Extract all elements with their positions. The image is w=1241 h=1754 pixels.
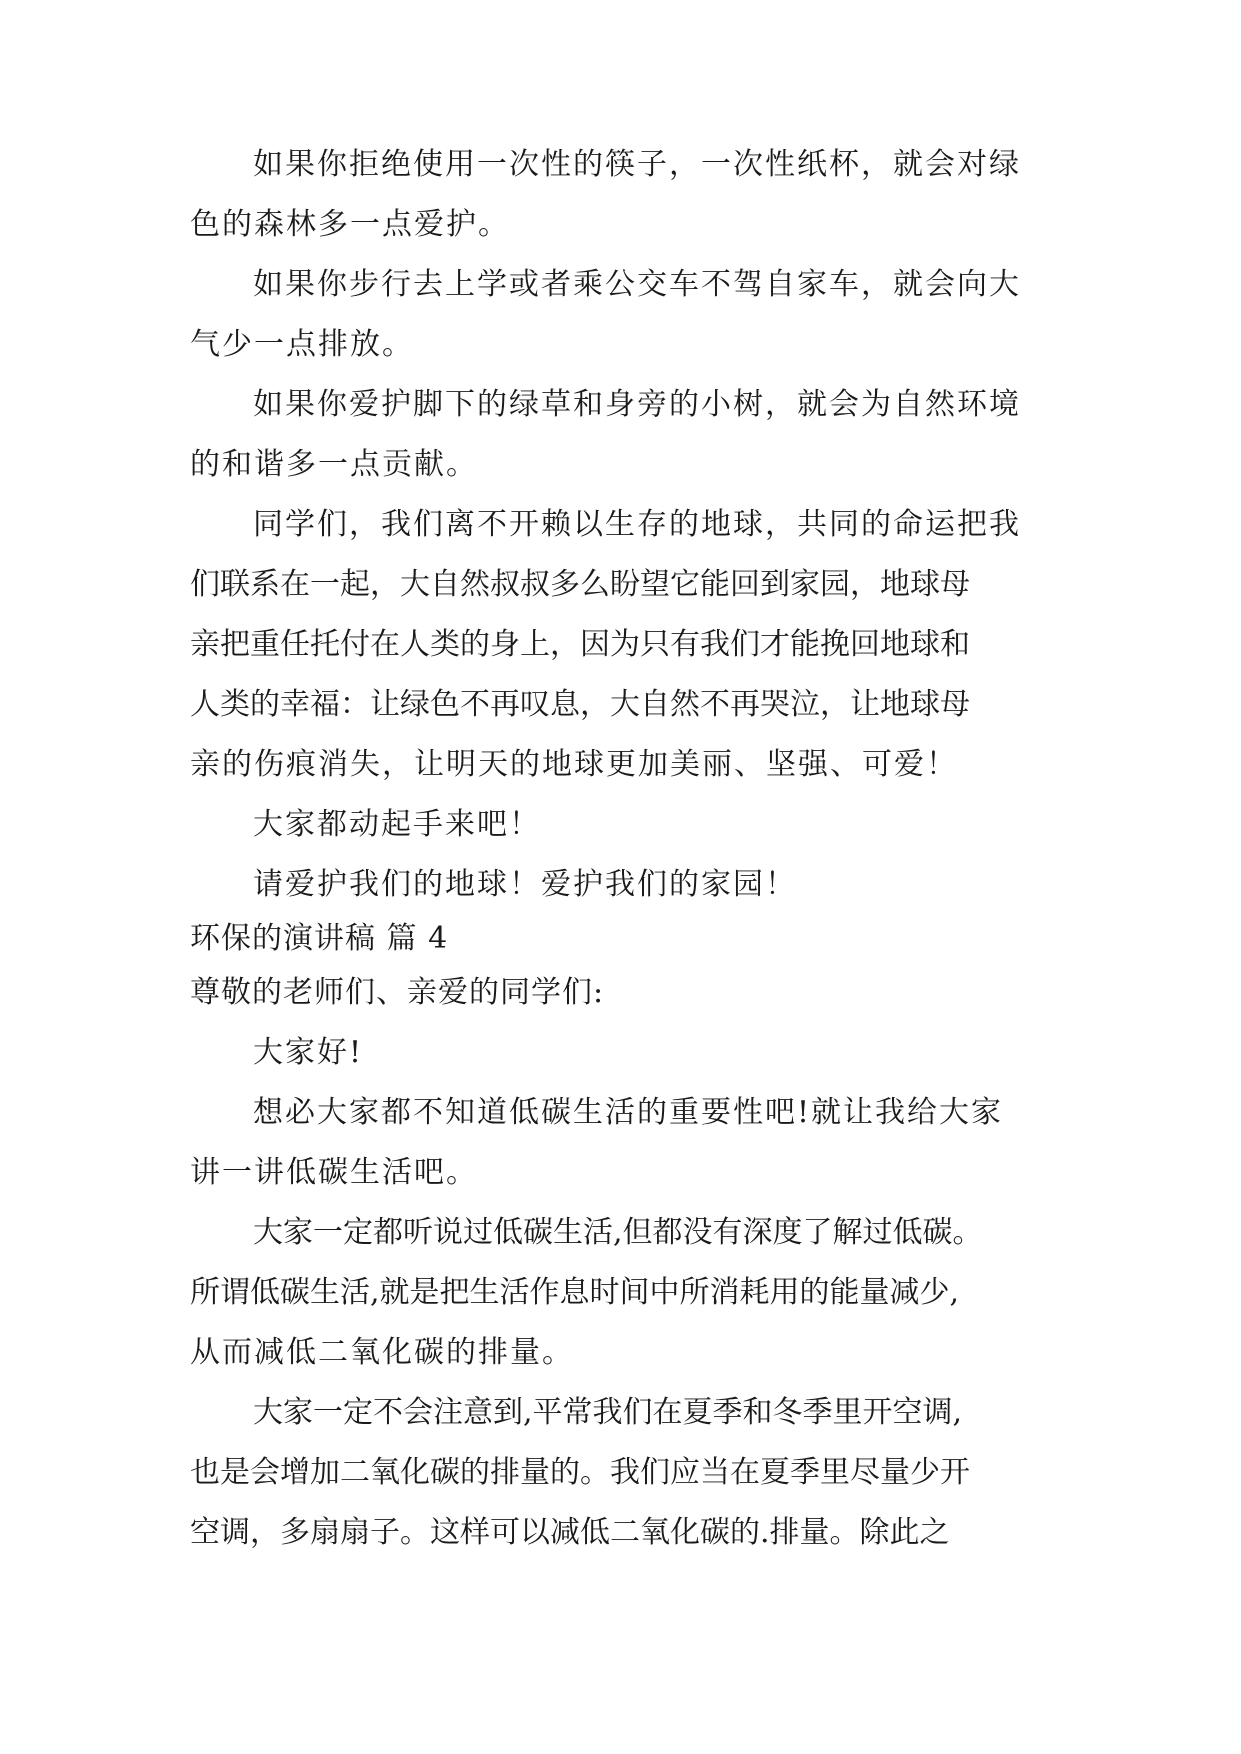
paragraph-line: 同学们，我们离不开赖以生存的地球，共同的命运把我: [253, 507, 1021, 542]
paragraph-line: 的和谐多一点贡献。: [190, 447, 478, 482]
paragraph-line: 大家都动起手来吧！: [253, 807, 541, 842]
paragraph-line: 如果你步行去上学或者乘公交车不驾自家车，就会向大: [253, 267, 1021, 302]
paragraph-line: 如果你拒绝使用一次性的筷子，一次性纸杯，就会对绿: [253, 147, 1021, 182]
paragraph-line: 大家一定不会注意到,平常我们在夏季和冬季里开空调,: [253, 1395, 963, 1430]
paragraph-line: 想必大家都不知道低碳生活的重要性吧!就让我给大家: [253, 1095, 1004, 1130]
paragraph-line: 所谓低碳生活,就是把生活作息时间中所消耗用的能量减少,: [190, 1275, 960, 1310]
paragraph-line: 色的森林多一点爱护。: [190, 207, 510, 242]
paragraph-line: 从而减低二氧化碳的排量。: [190, 1335, 574, 1370]
paragraph-line: 请爱护我们的地球！爱护我们的家园！: [253, 867, 797, 902]
paragraph-line: 气少一点排放。: [190, 327, 414, 362]
paragraph-line: 亲把重任托付在人类的身上，因为只有我们才能挽回地球和: [190, 627, 970, 662]
section-heading: 环保的演讲稿 篇 4: [190, 921, 449, 956]
paragraph-line: 讲一讲低碳生活吧。: [190, 1155, 478, 1190]
paragraph-line: 如果你爱护脚下的绿草和身旁的小树，就会为自然环境: [253, 387, 1021, 422]
paragraph-line: 人类的幸福：让绿色不再叹息，大自然不再哭泣，让地球母: [190, 687, 970, 722]
paragraph-line: 们联系在一起，大自然叔叔多么盼望它能回到家园，地球母: [190, 567, 970, 602]
paragraph-line: 空调，多扇扇子。这样可以减低二氧化碳的.排量。除此之: [190, 1515, 950, 1550]
paragraph-line: 亲的伤痕消失，让明天的地球更加美丽、坚强、可爱！: [190, 747, 958, 782]
paragraph-line: 也是会增加二氧化碳的排量的。我们应当在夏季里尽量少开: [190, 1455, 970, 1490]
salutation-line: 尊敬的老师们、亲爱的同学们:: [190, 975, 605, 1010]
greeting-line: 大家好!: [253, 1035, 364, 1070]
paragraph-line: 大家一定都听说过低碳生活,但都没有深度了解过低碳。: [253, 1215, 983, 1250]
